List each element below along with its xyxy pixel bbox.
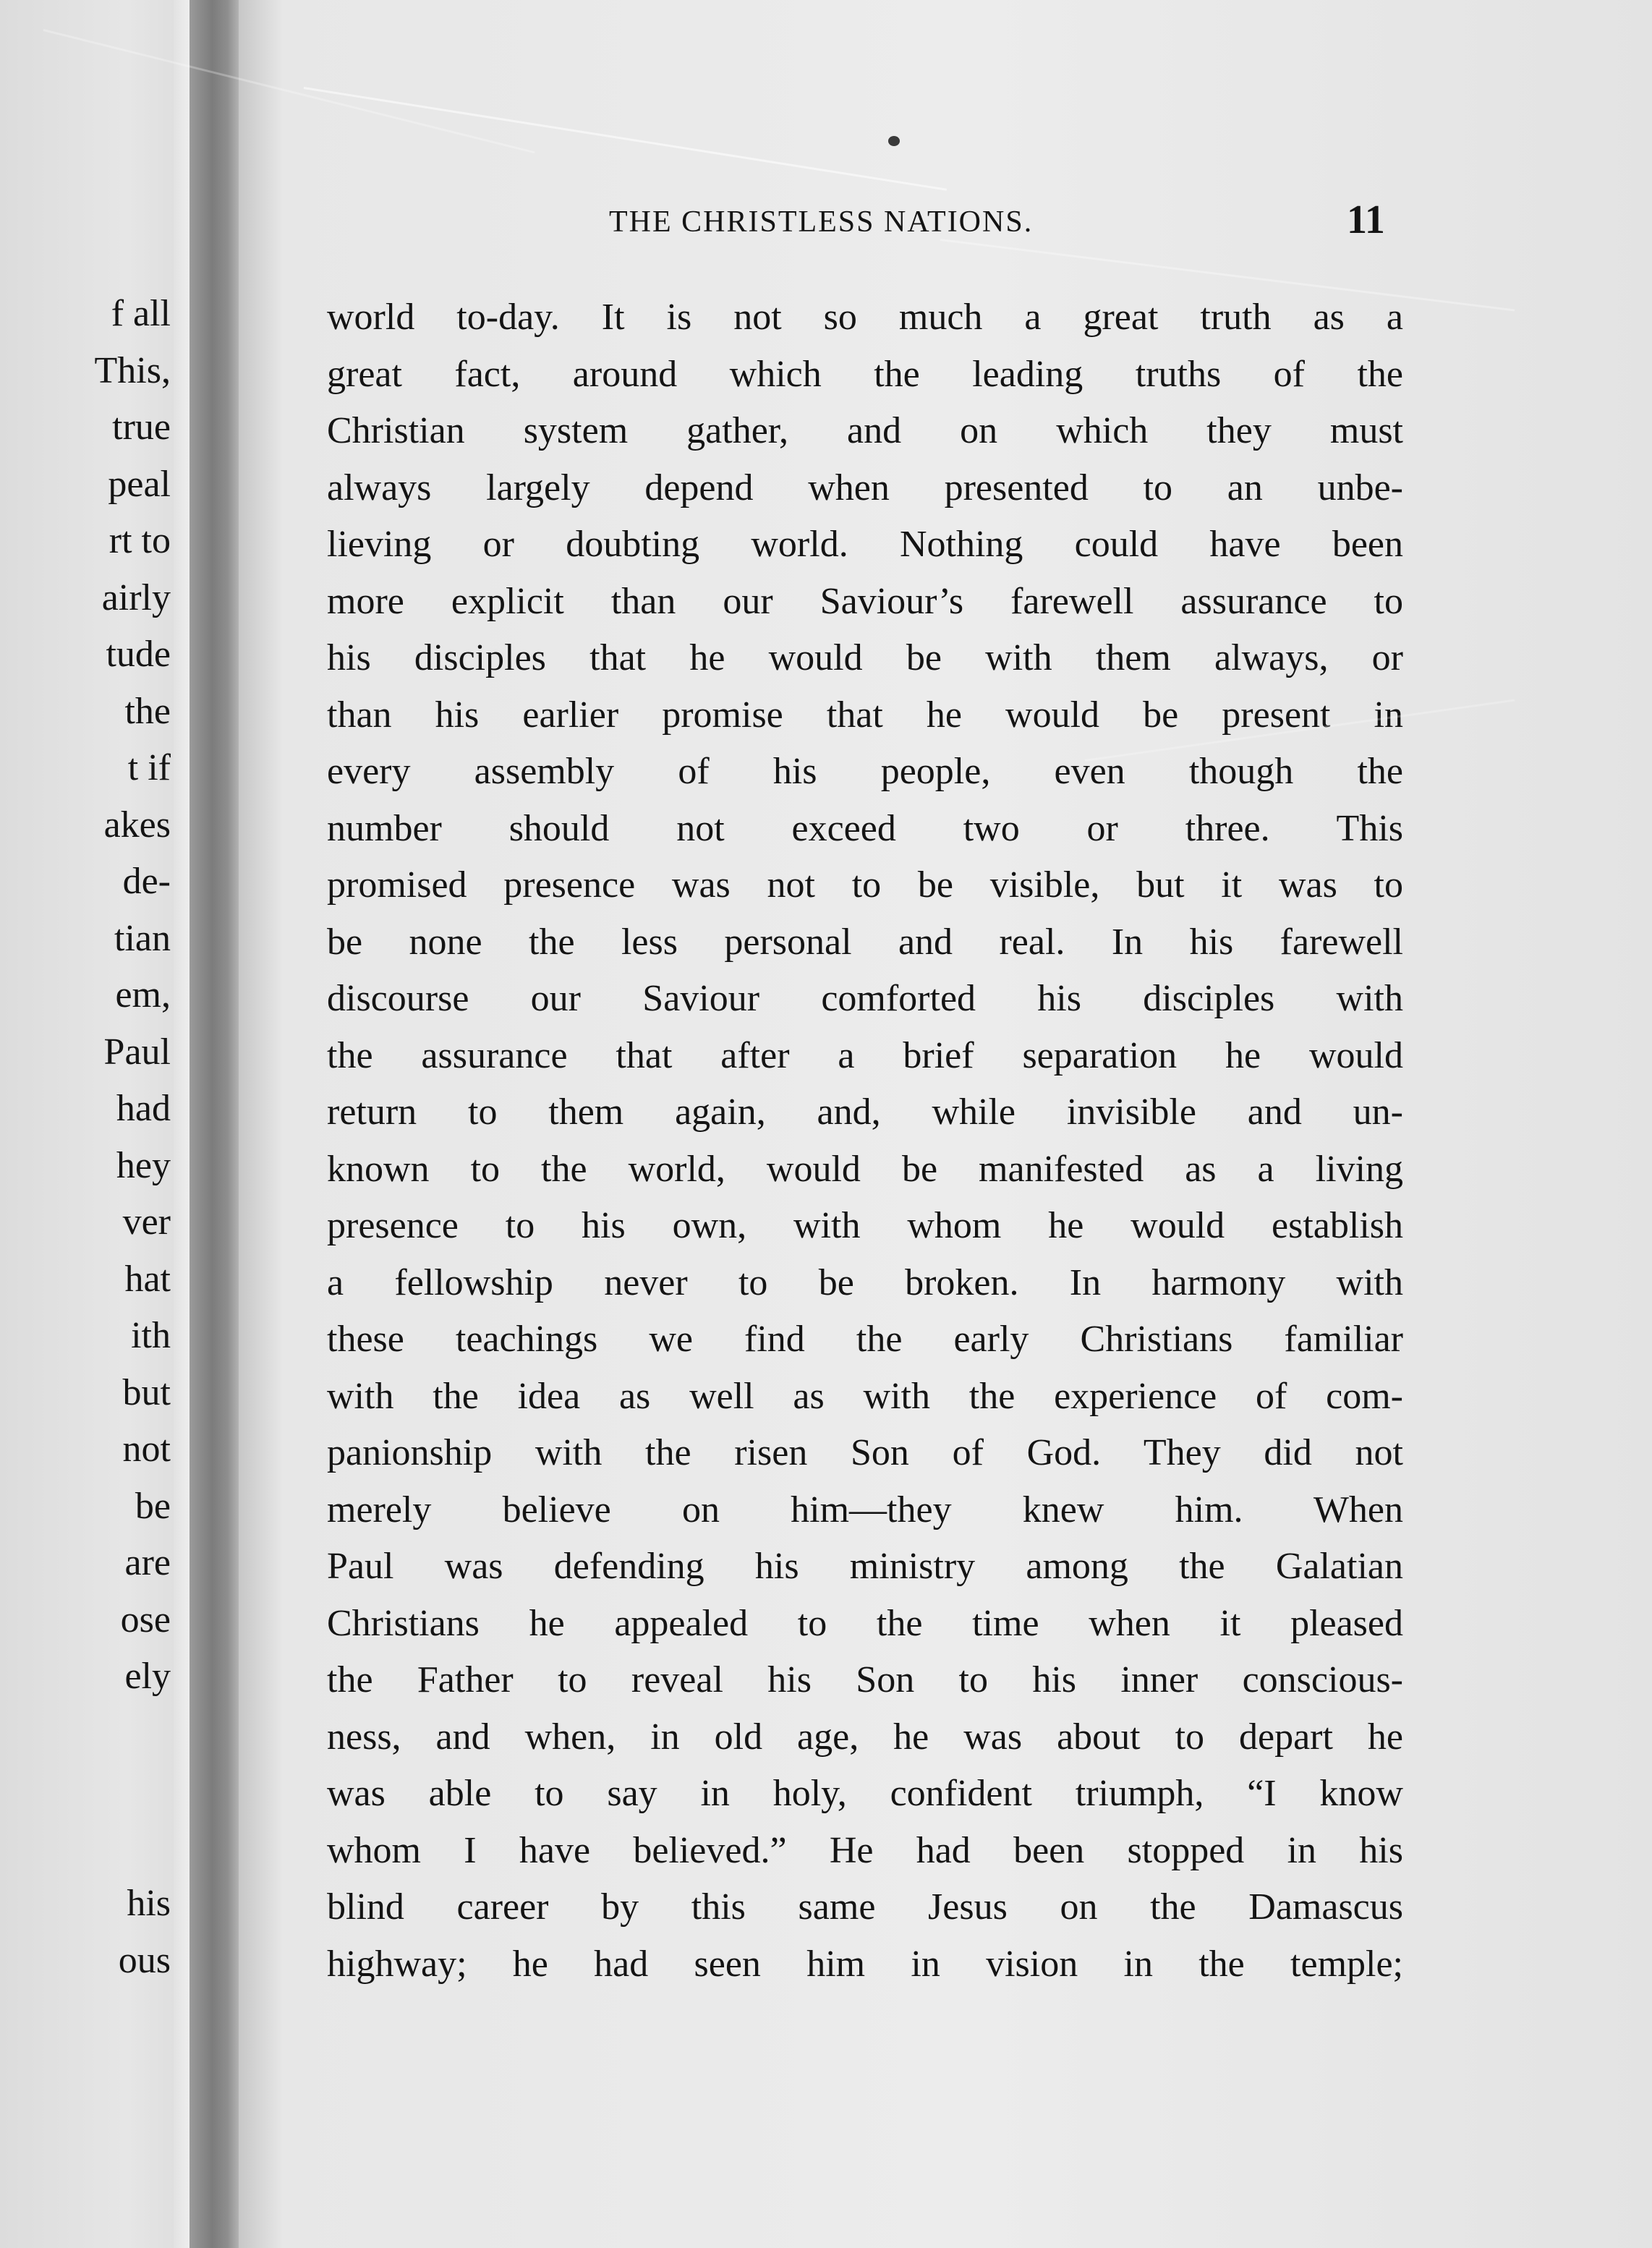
text-line: known to the world, would be manifested as a living: [327, 1148, 1403, 1190]
facing-page-fragment: hey: [116, 1144, 171, 1186]
facing-page-fragment: his: [127, 1883, 171, 1924]
text-line: merely believe on him—they knew him. When: [327, 1489, 1403, 1530]
text-line: presence to his own, with whom he would establish: [327, 1205, 1403, 1246]
facing-page-fragment: Paul: [103, 1031, 171, 1073]
facing-page-fragment: t if: [127, 747, 171, 788]
facing-page-fragment: em,: [115, 974, 171, 1016]
facing-page-fragment: not: [122, 1429, 171, 1470]
facing-page-fragment: true: [112, 406, 171, 448]
facing-page-fragment: be: [135, 1485, 171, 1527]
text-line: Christian system gather, and on which they must: [327, 410, 1403, 451]
facing-page-left: [0, 0, 181, 2248]
facing-page-fragment: ose: [120, 1598, 171, 1640]
text-line: world to-day. It is not so much a great truth as a: [327, 297, 1403, 338]
facing-page-fragment: This,: [94, 349, 171, 391]
text-line: be none the less personal and real. In his farewell: [327, 921, 1403, 963]
facing-page-fragment: de-: [122, 861, 171, 902]
text-line: promised presence was not to be visible, but it was to: [327, 864, 1403, 906]
printers-ornament-mark: [888, 136, 900, 146]
facing-page-fragment: tude: [106, 634, 171, 675]
text-line: with the idea as well as with the experience of com-: [327, 1375, 1403, 1417]
facing-page-fragment: ith: [131, 1315, 171, 1356]
facing-page-fragment: ver: [122, 1201, 171, 1243]
facing-page-fragment: ely: [124, 1656, 171, 1697]
facing-page-fragment: the: [124, 690, 171, 732]
text-line: Paul was defending his ministry among the Galatian: [327, 1546, 1403, 1587]
text-line: lieving or doubting world. Nothing could have been: [327, 524, 1403, 565]
text-line: number should not exceed two or three. This: [327, 807, 1403, 849]
running-head: THE CHRISTLESS NATIONS.: [609, 205, 1034, 239]
facing-page-fragment: f all: [111, 293, 171, 334]
facing-page-fragment: had: [116, 1088, 171, 1129]
facing-page-fragment: akes: [103, 804, 171, 846]
text-line: every assembly of his people, even though the: [327, 751, 1403, 792]
facing-page-fragment: airly: [101, 576, 171, 618]
text-line: than his earlier promise that he would be present in: [327, 694, 1403, 736]
gutter-fade: [239, 0, 282, 2248]
text-line: a fellowship never to be broken. In harmony with: [327, 1261, 1403, 1303]
text-line: whom I have believed.” He had been stopped in his: [327, 1829, 1403, 1871]
facing-page-fragment: but: [122, 1371, 171, 1413]
text-line: his disciples that he would be with them always, or: [327, 637, 1403, 678]
text-line: more explicit than our Saviour’s farewell assurance to: [327, 580, 1403, 622]
body-text: [327, 289, 1403, 1993]
text-line: return to them again, and, while invisible and un-: [327, 1091, 1403, 1133]
text-line: panionship with the risen Son of God. They did not: [327, 1432, 1403, 1473]
text-line: always largely depend when presented to an unbe-: [327, 467, 1403, 508]
facing-page-fragment: hat: [124, 1258, 171, 1300]
facing-page-fragment: are: [124, 1542, 171, 1583]
text-line: the Father to reveal his Son to his inner conscious-: [327, 1659, 1403, 1700]
text-line: blind career by this same Jesus on the Damascus: [327, 1886, 1403, 1928]
page-number: 11: [1347, 197, 1385, 242]
text-line: ness, and when, in old age, he was about to depart he: [327, 1716, 1403, 1758]
facing-page-fragment: tian: [114, 917, 171, 959]
text-line: highway; he had seen him in vision in the temple;: [327, 1943, 1403, 1985]
text-line: was able to say in holy, confident triumph, “I know: [327, 1773, 1403, 1814]
facing-page-fragment: rt to: [108, 520, 171, 561]
text-line: the assurance that after a brief separation he would: [327, 1034, 1403, 1076]
text-line: Christians he appealed to the time when it pleased: [327, 1602, 1403, 1644]
text-line: discourse our Saviour comforted his disciples with: [327, 978, 1403, 1019]
text-line: great fact, around which the leading truths of the: [327, 353, 1403, 395]
facing-page-fragment: peal: [108, 463, 171, 505]
text-line: these teachings we find the early Christians familiar: [327, 1319, 1403, 1360]
facing-page-fragment: ous: [118, 1939, 171, 1981]
book-spine-shadow: [190, 0, 240, 2248]
